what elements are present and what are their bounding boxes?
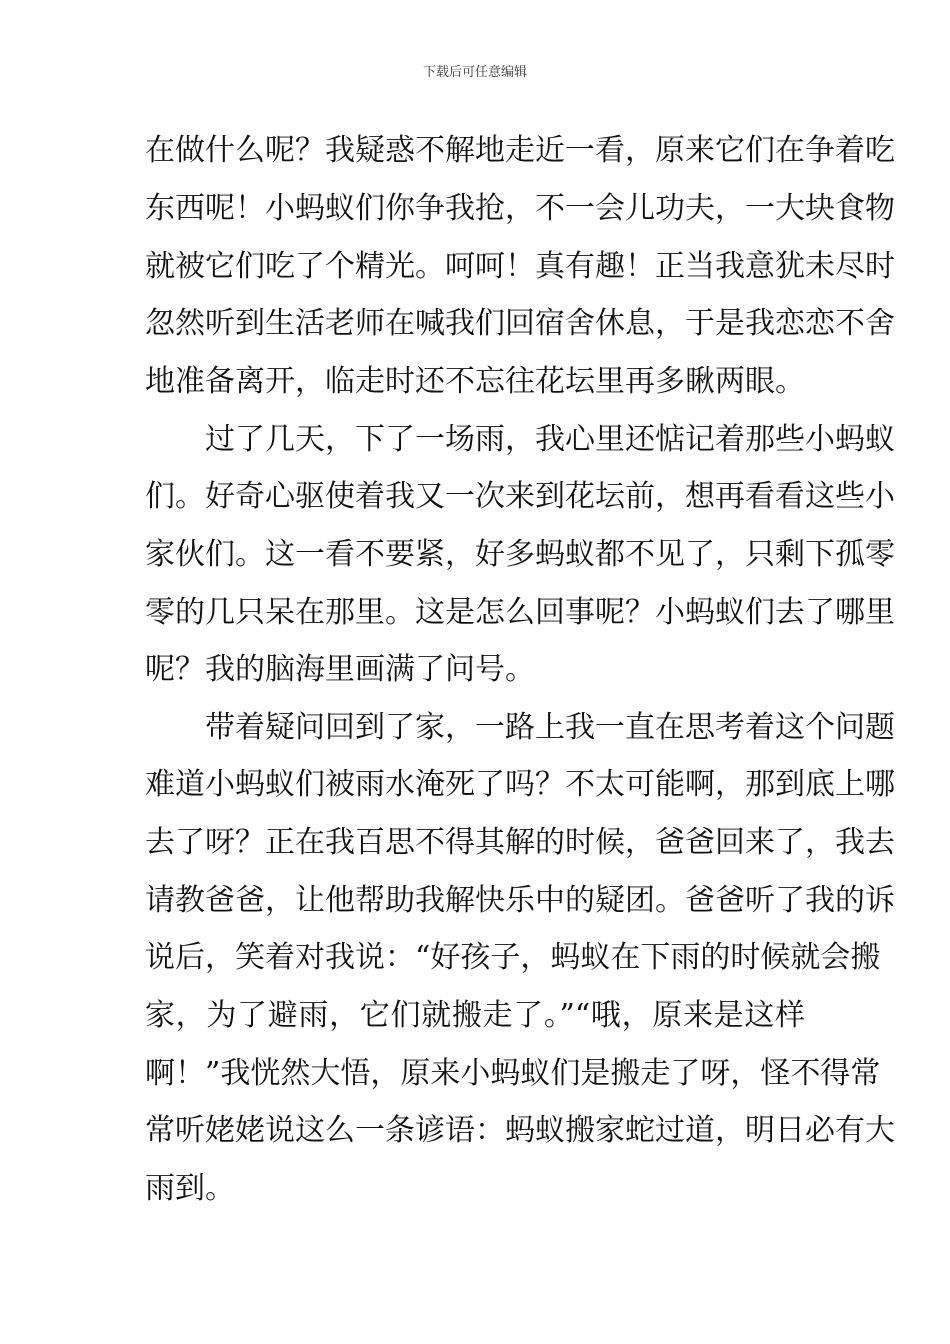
text-line: 地准备离开，临走时还不忘往花坛里再多瞅两眼。 xyxy=(145,364,805,399)
text-line: 东西呢！小蚂蚁们你争我抢，不一会儿功夫，一大块食物 xyxy=(145,191,895,226)
text-line: 常听姥姥说这么一条谚语：蚂蚁搬家蛇过道，明日必有大 xyxy=(145,1113,895,1148)
text-line: 呢？我的脑海里画满了问号。 xyxy=(145,652,535,687)
text-line: 忽然听到生活老师在喊我们回宿舍休息，于是我恋恋不舍 xyxy=(145,306,895,341)
paragraph-first-line: 过了几天，下了一场雨，我心里还惦记着那些小蚂蚁 xyxy=(205,422,895,457)
text-line: 去了呀？正在我百思不得其解的时候，爸爸回来了，我去 xyxy=(145,825,895,860)
page-header: 下载后可任意编辑 xyxy=(422,65,527,80)
text-line: 雨到。 xyxy=(145,1171,235,1206)
text-line: 请教爸爸，让他帮助我解快乐中的疑团。爸爸听了我的诉 xyxy=(145,883,895,918)
text-line: 说后，笑着对我说：“好孩子，蚂蚁在下雨的时候就会搬 xyxy=(145,940,881,975)
text-line: 在做什么呢？我疑惑不解地走近一看，原来它们在争着吃 xyxy=(145,133,895,168)
text-line: 们。好奇心驱使着我又一次来到花坛前，想再看看这些小 xyxy=(145,479,895,514)
paragraph-first-line: 带着疑问回到了家，一路上我一直在思考着这个问题 xyxy=(205,710,895,745)
text-line: 家，为了避雨，它们就搬走了。”“哦，原来是这样 xyxy=(145,998,805,1033)
text-line: 家伙们。这一看不要紧，好多蚂蚁都不见了，只剩下孤零 xyxy=(145,537,895,572)
text-line: 就被它们吃了个精光。呵呵！真有趣！正当我意犹未尽时 xyxy=(145,249,895,284)
text-line: 啊！”我恍然大悟，原来小蚂蚁们是搬走了呀，怪不得常 xyxy=(145,1056,881,1091)
text-line: 零的几只呆在那里。这是怎么回事呢？小蚂蚁们去了哪里 xyxy=(145,595,895,630)
text-line: 难道小蚂蚁们被雨水淹死了吗？不太可能啊，那到底上哪 xyxy=(145,767,895,802)
